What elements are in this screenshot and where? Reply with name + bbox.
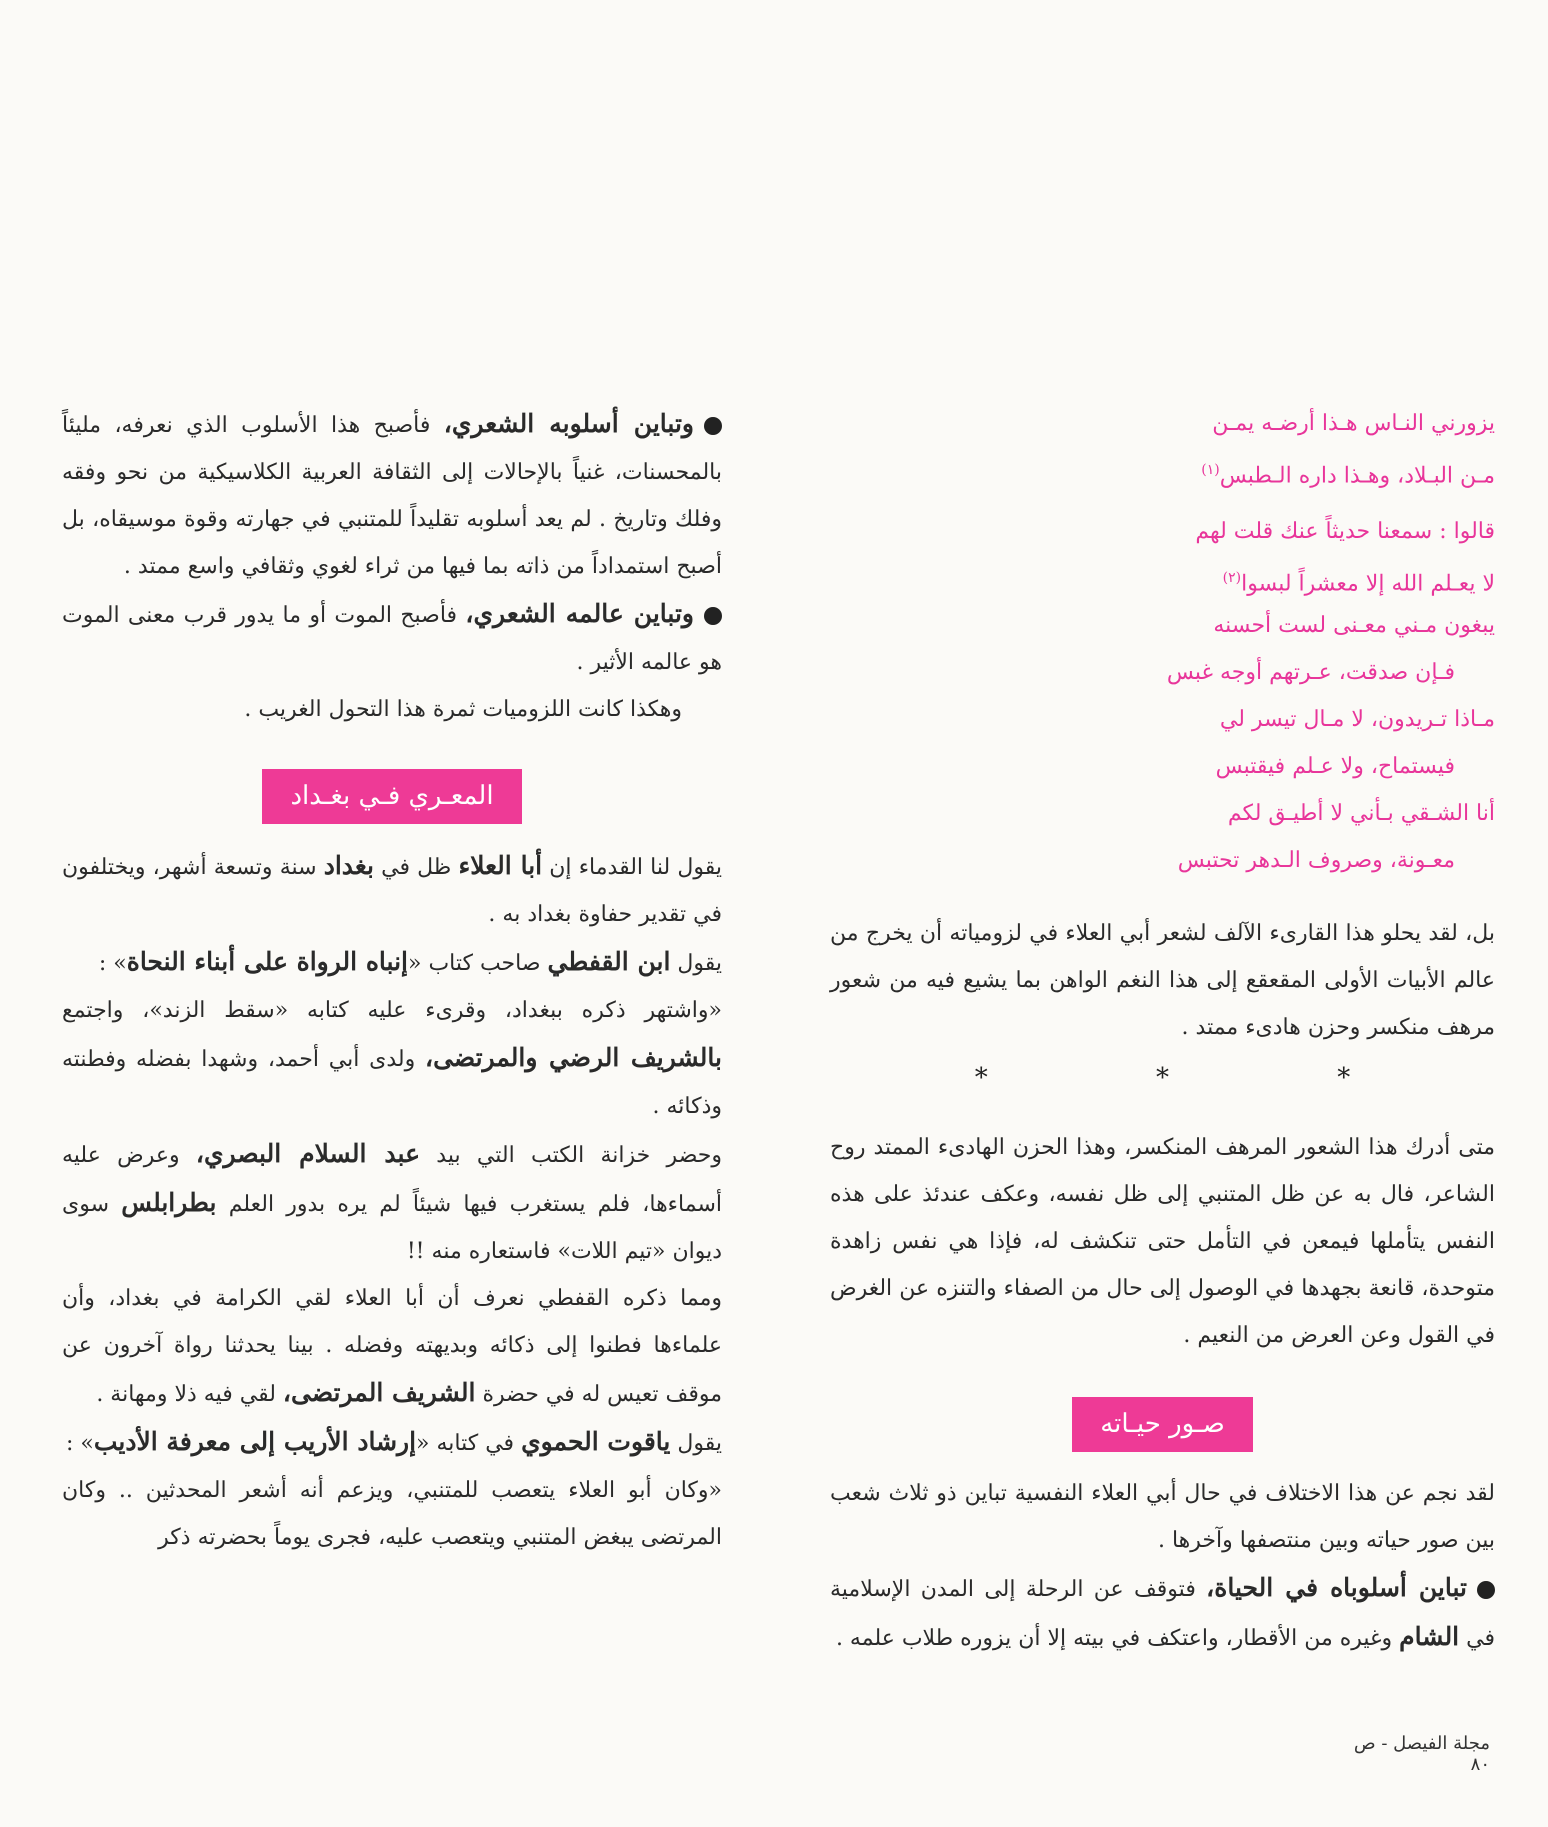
quote-paragraph: «وكان أبو العلاء يتعصب للمتنبي، ويزعم أنه أشعر المحدثين .. وكان المرتضى يبغض المتنبي ويتعصب عليه، فجرى يوماً بحضرته ذكر: [62, 1478, 722, 1550]
bold-phrase: الشام: [1399, 1622, 1460, 1651]
poem-couplet: [830, 602, 1495, 696]
page-footer: مجلة الفيصل - ص ٨٠: [1353, 1733, 1490, 1775]
text-run: فأصبح الموت أو ما يدور قرب معنى الموت هو عالمه الأثير .: [62, 603, 722, 675]
poem-line: قالوا : سمعنا حديثاً عنك قلت لهم: [1195, 519, 1495, 544]
poem-line: يزورني النـاس هـذا أرضـه يمـن: [1212, 411, 1495, 436]
text-run: » :: [98, 951, 127, 976]
poem-line: [1223, 555, 1495, 607]
text-run: ظل في: [373, 855, 459, 880]
footnote-marker: (٢): [1222, 570, 1242, 586]
quote-paragraph: [62, 987, 722, 1130]
section-heading: صـور حيـاته: [1072, 1397, 1253, 1452]
bold-phrase: ياقوت الحموي: [521, 1427, 671, 1456]
bold-phrase: وتباين عالمه الشعري،: [465, 599, 694, 628]
poem-line: مـاذا تـريدون، لا مـال تيسر لي: [1219, 707, 1495, 732]
text-run: وعرض عليه أسماءها، فلم يستغرب فيها شيئاً لم يره بدور العلم: [62, 1143, 722, 1217]
text-run: سنة وتسعة أشهر، ويختلفون في تقدير حفاوة بغداد به .: [62, 855, 722, 927]
paragraph: [62, 1418, 722, 1467]
bold-phrase: إنباه الرواة على أبناء النحاة: [126, 947, 408, 976]
poem-line: يبغون مـني معـنى لست أحسنه: [1213, 613, 1495, 638]
right-column: [830, 400, 1495, 1662]
poem-couplet: [830, 508, 1495, 602]
text-run: ولدى أبي أحمد، وشهدا بفضله وفطنته وذكائه .: [62, 1047, 722, 1119]
paragraph: متى أدرك هذا الشعور المرهف المنكسر، وهذا الحزن الهادىء الممتد روح الشاعر، فال به عن ظل المتنبي إلى ظل نفسه، وعكف عندئذ على هذه النفس يتأملها فيمعن في التأمل حتى تنكشف له، فإذا هي نفس زاهدة متوحدة، قانعة بجهدها في الوصول إلى حال من الصفاء والتنزه عن الغرض في القول وعن العرض من النعيم .: [830, 1135, 1495, 1348]
bold-phrase: بطرابلس: [121, 1188, 217, 1217]
paragraph: [62, 842, 722, 938]
bold-phrase: تباين أسلوباه في الحياة،: [1206, 1573, 1467, 1602]
bold-phrase: ابن القفطي: [547, 947, 671, 976]
bold-phrase: الشريف المرتضى،: [282, 1378, 476, 1407]
text-run: فأصبح هذا الأسلوب الذي نعرفه، مليئاً بالمحسنات، غنياً بالإحالات إلى الثقافة العربية الكلاسيكية من نحو وفقه وفلك وتاريخ . لم يعد أسلوبه تقليداً للمتنبي في جهارته وقوة موسيقاه، بل أصبح استمداداً من ذاته بما فيها من ثراء لغوي وثقافي واسع ممتد .: [62, 413, 722, 579]
text-run: «واشتهر ذكره ببغداد، وقرىء عليه كتابه «سقط الزند»، واجتمع: [62, 998, 722, 1023]
bullet-paragraph: [62, 590, 722, 686]
bold-phrase: إرشاد الأريب إلى معرفة الأديب: [93, 1427, 417, 1456]
paragraph: [62, 1275, 722, 1418]
text-run: في كتابه «: [416, 1431, 522, 1456]
section-heading-wrap: [830, 1379, 1495, 1470]
quote-paragraph: [62, 1130, 722, 1275]
text-run: صاحب كتاب «: [407, 951, 548, 976]
text-run: يقول لنا القدماء إن: [542, 855, 722, 880]
bullet-paragraph: [62, 400, 722, 590]
poem-couplet: [830, 400, 1495, 494]
text-run: ومما ذكره القفطي نعرف أن أبا العلاء لقي الكرامة في بغداد، وأن علماءها فطنوا إلى ذكائه وبديهته وفضله . بينا يحدثنا رواة آخرون عن موقف تعيس له في حضرة: [62, 1286, 722, 1407]
poem-line: فيستماح، ولا عـلم فيقتبس: [1215, 754, 1455, 779]
bullet-icon: [1477, 1581, 1495, 1599]
text-run: » :: [66, 1431, 94, 1456]
paragraph: [62, 938, 722, 987]
left-column: [62, 400, 722, 1561]
bold-phrase: بالشريف الرضي والمرتضى،: [425, 1043, 722, 1072]
poem-line: [1201, 447, 1495, 499]
text-run: يقول: [670, 951, 722, 976]
text-run: وحضر خزانة الكتب التي بيد: [420, 1143, 722, 1168]
text-run: سوى ديوان «تيم اللات» فاستعاره منه !!: [62, 1192, 722, 1264]
section-separator: * * *: [974, 1063, 1431, 1093]
poem-couplet: [830, 696, 1495, 790]
poem-line: فـإن صدقت، عـرتهم أوجه غبس: [1166, 660, 1455, 685]
section-heading-wrap: [62, 751, 722, 842]
bullet-icon: [704, 607, 722, 625]
bold-phrase: وتباين أسلوبه الشعري،: [443, 409, 694, 438]
poem-line: أنا الشـقي بـأني لا أطيـق لكم: [1227, 801, 1495, 826]
poem-line-text: لا يعـلم الله إلا معشراً لبسوا: [1241, 571, 1495, 597]
footnote-marker: (١): [1201, 462, 1220, 478]
poem: [830, 400, 1495, 884]
poem-line-text: مـن البـلاد، وهـذا داره الـطبس: [1219, 463, 1495, 489]
text-run: يقول: [670, 1431, 722, 1456]
section-heading: المعـري فـي بغـداد: [262, 769, 521, 824]
paragraph: بل، لقد يحلو هذا القارىء الآلف لشعر أبي العلاء في لزومياته أن يخرج من عالم الأبيات الأولى المقعقع إلى هذا النغم الواهن بما يشيع فيه من شعور مرهف منكسر وحزن هادىء ممتد .: [830, 921, 1495, 1040]
poem-couplet: [830, 790, 1495, 884]
bold-phrase: أبا العلاء: [458, 851, 543, 880]
poem-line: معـونة، وصروف الـدهر تحتبس: [1177, 848, 1455, 873]
bold-phrase: بغداد: [323, 851, 374, 880]
paragraph: لقد نجم عن هذا الاختلاف في حال أبي العلاء النفسية تباين ذو ثلاث شعب بين صور حياته وبين منتصفها وآخرها .: [830, 1481, 1495, 1553]
text-run: وغيره من الأقطار، واعتكف في بيته إلا أن يزوره طلاب علمه .: [835, 1626, 1400, 1651]
text-run: فتوقف عن الرحلة إلى المدن الإسلامية في: [830, 1577, 1495, 1651]
bullet-icon: [704, 417, 722, 435]
bold-phrase: عبد السلام البصري،: [195, 1139, 420, 1168]
paragraph: وهكذا كانت اللزوميات ثمرة هذا التحول الغريب .: [244, 697, 682, 722]
bullet-paragraph: [830, 1564, 1495, 1662]
text-run: لقي فيه ذلا ومهانة .: [96, 1382, 283, 1407]
